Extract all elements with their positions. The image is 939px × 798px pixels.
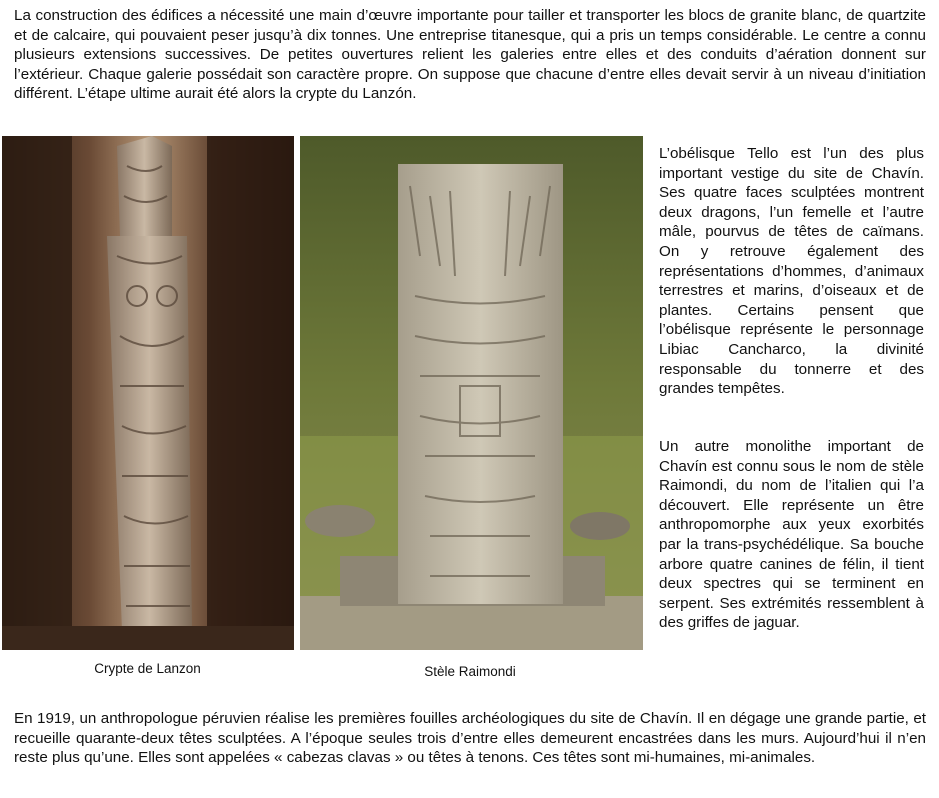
excavation-paragraph: En 1919, un anthropologue péruvien réalise les premières fouilles archéologiques du site de Chavín. Il en dégage une grande partie, et recueille quarante-deux têtes sculptées. A l’époque seules trois d’entre elles demeurent encastrées dans les murs. Aujourd’hui il n’en reste plus qu’une. Elles sont appelées « cabezas clavas » ou têtes à tenons. Ces têtes sont mi-humaines, mi-animales. [14, 710, 926, 767]
intro-paragraph: La construction des édifices a nécessité une main d’œuvre importante pour tailler et transporter les blocs de granite blanc, de quartzite et de calcaire, qui pouvaient peser jusqu’à dix tonnes. Une entreprise titanesque, qui a pris un temps considérable. Le centre a connu plusieurs extensions successives. De petites ouvertures relient les galeries entre elles et des conduits d’aération donnent sur l’extérieur. Chaque galerie possédait son caractère propre. On suppose que chacune d’entre elles devait servir à un niveau d’initiation différent. L’étape ultime aurait été alors la crypte du Lanzón. [14, 7, 926, 103]
raimondi-stele-photo [300, 136, 643, 650]
lanzon-crypt-photo [2, 136, 294, 650]
lanzon-caption: Crypte de Lanzon [94, 661, 201, 676]
tello-obelisk-paragraph: L’obélisque Tello est l’un des plus important vestige du site de Chavín. Ses quatre faces sculptées montrent deux dragons, l’un femelle et l’autre mâle, pourvus de têtes de caïmans. On y retrouve également des représentations d’hommes, d’animaux terrestres et marins, d’oiseaux et de plantes. Certains pensent que l’obélisque représente le personnage Libiac Cancharco, la divinité responsable du tonnerre et des grandes tempêtes. [659, 145, 924, 398]
raimondi-stele-paragraph: Un autre monolithe important de Chavín est connu sous le nom de stèle Raimondi, du nom de l’italien qui l’a découvert. Elle représente un être anthropomorphe aux yeux exorbités par la trans-psychédélique. Sa bouche arbore quatre canines de félin, il tient deux spectres qui se terminent en serpent. Ses extrémités ressemblent à des griffes de jaguar. [659, 438, 924, 632]
raimondi-caption: Stèle Raimondi [424, 664, 516, 679]
